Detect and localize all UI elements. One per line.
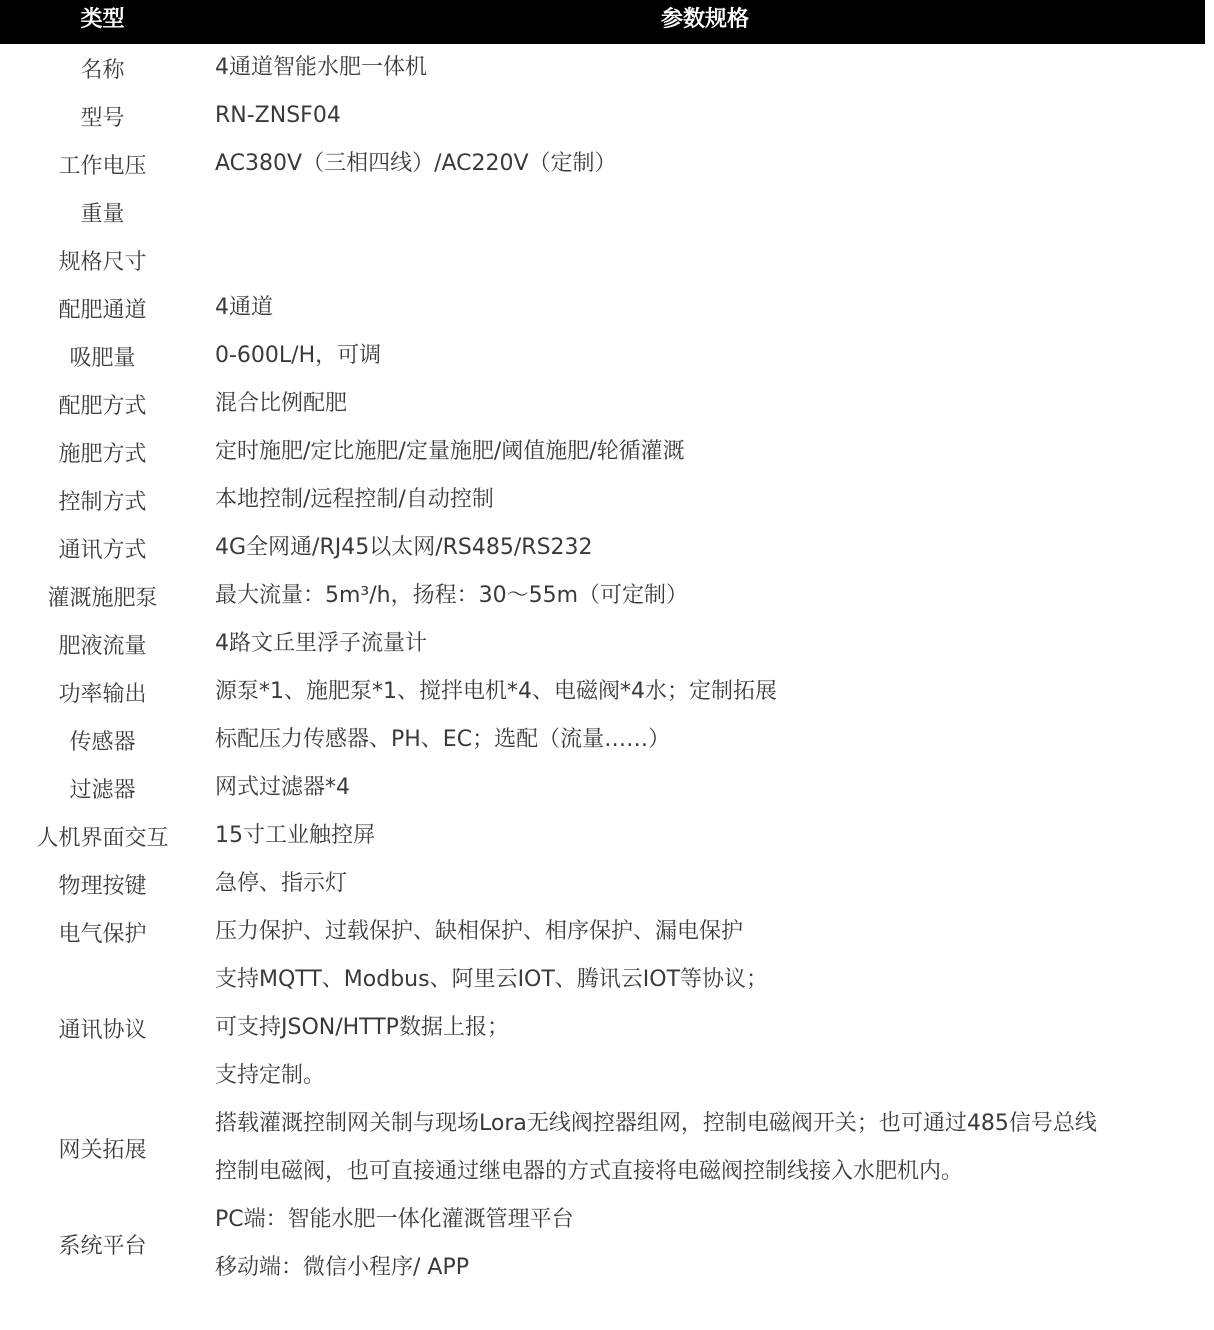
table-row — [0, 380, 1214, 428]
row-value — [215, 380, 1214, 428]
row-value — [215, 284, 1214, 332]
row-label: 系统平台 — [58, 1233, 147, 1259]
table-row — [0, 284, 1214, 332]
value-line: 0-600L/H，可调 — [215, 343, 382, 368]
value-line: 网式过滤器*4 — [215, 775, 350, 800]
table-row — [0, 908, 1214, 956]
row-label: 工作电压 — [58, 153, 147, 179]
table-body — [0, 44, 1214, 1292]
row-value — [215, 1196, 1214, 1292]
row-value — [215, 476, 1214, 524]
row-value — [215, 332, 1214, 380]
row-label: 通讯方式 — [58, 537, 147, 563]
table-row — [0, 476, 1214, 524]
table-row — [0, 764, 1214, 812]
value-line — [215, 188, 1214, 236]
table-row — [0, 92, 1214, 140]
value-line: AC380V（三相四线）/AC220V（定制） — [215, 151, 617, 176]
row-value — [215, 1100, 1214, 1196]
header-type-label: 类型 — [80, 7, 125, 32]
row-value — [215, 860, 1214, 908]
table-row — [0, 524, 1214, 572]
row-value — [215, 236, 1214, 284]
row-value — [215, 92, 1214, 140]
value-line: 支持定制。 — [215, 1063, 326, 1088]
row-label: 通讯协议 — [58, 1017, 147, 1043]
table-row — [0, 620, 1214, 668]
row-label: 肥液流量 — [58, 633, 147, 659]
row-value — [215, 44, 1214, 92]
row-value — [215, 956, 1214, 1100]
row-value — [215, 764, 1214, 812]
row-label: 配肥通道 — [58, 297, 147, 323]
row-label: 施肥方式 — [58, 441, 147, 467]
table-row — [0, 860, 1214, 908]
value-line: 15寸工业触控屏 — [215, 823, 375, 848]
row-value — [215, 524, 1214, 572]
value-line: 可支持JSON/HTTP数据上报； — [215, 1015, 509, 1040]
row-value — [215, 668, 1214, 716]
value-line: 4G全网通/RJ45以太网/RS485/RS232 — [215, 535, 593, 560]
table-row — [0, 572, 1214, 620]
row-label: 型号 — [80, 105, 125, 131]
row-value — [215, 716, 1214, 764]
table-row — [0, 236, 1214, 284]
row-label: 名称 — [80, 57, 125, 83]
row-label: 过滤器 — [69, 777, 136, 803]
value-line: 标配压力传感器、PH、EC；选配（流量……） — [215, 727, 671, 752]
table-row — [0, 668, 1214, 716]
row-value — [215, 620, 1214, 668]
value-line — [215, 236, 1214, 284]
row-label: 规格尺寸 — [58, 249, 147, 275]
row-label: 电气保护 — [58, 921, 147, 947]
table-row — [0, 956, 1214, 1100]
row-value — [215, 572, 1214, 620]
value-line: 搭载灌溉控制网关制与现场Lora无线阀控器组网，控制电磁阀开关；也可通过485信号总线 — [215, 1111, 1097, 1136]
table-row — [0, 44, 1214, 92]
value-line: 压力保护、过载保护、缺相保护、相序保护、漏电保护 — [215, 919, 744, 944]
row-label: 物理按键 — [58, 873, 147, 899]
table-row — [0, 188, 1214, 236]
value-line: RN-ZNSF04 — [215, 103, 341, 128]
row-value — [215, 908, 1214, 956]
row-label: 配肥方式 — [58, 393, 147, 419]
table-row — [0, 716, 1214, 764]
table-row — [0, 140, 1214, 188]
row-label: 功率输出 — [58, 681, 147, 707]
row-label: 人机界面交互 — [36, 825, 169, 851]
table-row — [0, 332, 1214, 380]
row-value — [215, 812, 1214, 860]
value-line: 源泵*1、施肥泵*1、搅拌电机*4、电磁阀*4水；定制拓展 — [215, 679, 777, 704]
value-line: 支持MQTT、Modbus、阿里云IOT、腾讯云IOT等协议； — [215, 967, 769, 992]
row-value — [215, 188, 1214, 236]
table-header — [0, 0, 1205, 44]
row-label: 控制方式 — [58, 489, 147, 515]
value-line: 最大流量：5m³/h，扬程：30～55m（可定制） — [215, 583, 689, 608]
value-line: 本地控制/远程控制/自动控制 — [215, 487, 494, 512]
row-value — [215, 140, 1214, 188]
table-row — [0, 428, 1214, 476]
row-label: 吸肥量 — [69, 345, 136, 371]
table-row — [0, 812, 1214, 860]
row-label: 网关拓展 — [58, 1137, 147, 1163]
value-line: PC端：智能水肥一体化灌溉管理平台 — [215, 1207, 574, 1232]
header-spec-label: 参数规格 — [660, 7, 749, 32]
row-label: 灌溉施肥泵 — [47, 585, 158, 611]
row-label: 传感器 — [69, 729, 136, 755]
value-line: 4通道 — [215, 295, 273, 320]
value-line: 4通道智能水肥一体机 — [215, 55, 427, 80]
table-row — [0, 1196, 1214, 1292]
value-line: 急停、指示灯 — [215, 871, 348, 896]
value-line: 4路文丘里浮子流量计 — [215, 631, 427, 656]
table-row — [0, 1100, 1214, 1196]
row-value — [215, 428, 1214, 476]
value-line: 移动端：微信小程序/ APP — [215, 1255, 469, 1280]
value-line: 控制电磁阀，也可直接通过继电器的方式直接将电磁阀控制线接入水肥机内。 — [215, 1159, 964, 1184]
value-line: 混合比例配肥 — [215, 391, 348, 416]
value-line: 定时施肥/定比施肥/定量施肥/阈值施肥/轮循灌溉 — [215, 439, 685, 464]
row-label: 重量 — [80, 201, 125, 227]
